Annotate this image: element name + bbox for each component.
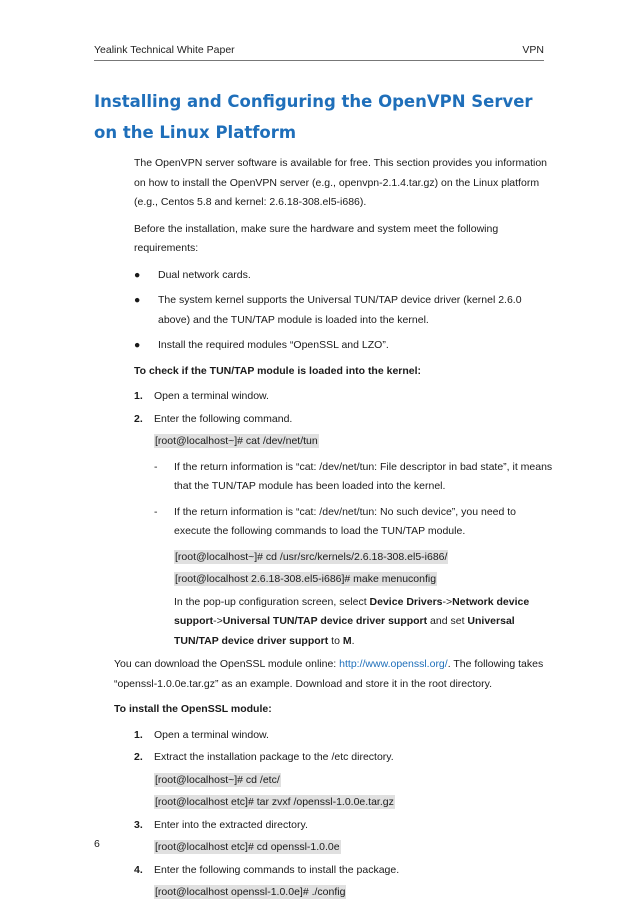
- requirement-item: [134, 266, 554, 286]
- instruction-text: to: [328, 634, 343, 647]
- bullet-icon: ●: [134, 339, 141, 351]
- download-paragraph: [114, 655, 554, 694]
- setting-tun-tap-support: Universal TUN/TAP device driver support: [174, 615, 515, 647]
- arrow-text: ->: [213, 615, 223, 627]
- arrow-text: ->: [442, 595, 453, 608]
- download-text: . The following takes “openssl-1.0.0e.tar.gz” as an example. Download and store it in the root directory.: [114, 658, 544, 690]
- command-line: [174, 570, 554, 590]
- command-text: [root@localhost~]# cd /etc/: [155, 773, 280, 786]
- intro-paragraph: The OpenVPN server software is available for free. This section provides you information on how to install the OpenVPN server (e.g., openvpn-2.1.4.tar.gz) on the Linux platform (e.g., Centos 5.8 and kernel: 2.6.18-308.el5-i686).: [134, 157, 547, 208]
- step-text: Extract the installation package to the /etc directory.: [154, 751, 394, 763]
- openssl-step-2: [134, 748, 554, 768]
- instruction-text: and set: [427, 615, 468, 627]
- command-line: [174, 548, 554, 568]
- step-text: Enter the following commands to install the package.: [154, 863, 400, 876]
- bullet-icon: ●: [134, 268, 141, 281]
- command-text: [root@localhost etc]# tar zvxf /openssl-1.0.0e.tar.gz: [155, 796, 394, 808]
- instruction-text: .: [351, 634, 355, 647]
- page-number: 6: [94, 838, 100, 850]
- step-text: Open a terminal window.: [154, 728, 269, 741]
- menuconfig-instructions: [174, 593, 554, 652]
- step-number: 1.: [134, 390, 143, 402]
- command-text: [root@localhost~]# cd /usr/src/kernels/2.6.18-308.el5-i686/: [175, 550, 448, 563]
- step-number: 3.: [134, 818, 143, 831]
- command-line: [154, 771, 554, 791]
- openssl-install-heading: To install the OpenSSL module:: [114, 703, 272, 715]
- step-number: 2.: [134, 412, 143, 425]
- setting-value: M: [342, 634, 352, 647]
- requirement-item: [134, 336, 554, 356]
- requirement-text: The system kernel supports the Universal TUN/TAP device driver (kernel 2.6.0 above) and the TUN/TAP module is loaded into the kernel.: [158, 294, 522, 326]
- tun-step-2: [134, 410, 554, 430]
- dash-marker: -: [154, 460, 158, 473]
- command-text: [root@localhost~]# cat /dev/net/tun: [155, 435, 318, 447]
- command-line: [154, 883, 554, 903]
- step-number: 1.: [134, 728, 143, 741]
- menu-path-network-device-support: Network device support: [174, 595, 530, 627]
- step-text: Enter the following command.: [154, 412, 293, 425]
- openssl-step-1: [134, 726, 554, 746]
- command-text: [root@localhost etc]# cd openssl-1.0.0e: [155, 841, 340, 853]
- step-text: Open a terminal window.: [154, 390, 269, 402]
- download-text: You can download the OpenSSL module online:: [114, 658, 340, 670]
- menu-path-device-drivers: Device Drivers: [369, 595, 443, 608]
- openssl-link[interactable]: http://www.openssl.org/: [339, 658, 448, 670]
- header-doc-title: Yealink Technical White Paper: [94, 44, 235, 56]
- openssl-step-4: [134, 861, 554, 881]
- page-title: Installing and Configuring the OpenVPN Server on the Linux Platform: [94, 92, 533, 142]
- requirements-intro: Before the installation, make sure the hardware and system meet the following requirements:: [134, 222, 499, 254]
- instruction-text: In the pop-up configuration screen, select: [174, 595, 370, 608]
- requirement-text: Install the required modules “OpenSSL and LZO”.: [158, 339, 389, 351]
- command-line: [154, 838, 554, 858]
- command-text: [root@localhost openssl-1.0.0e]# ./config: [155, 886, 346, 898]
- tun-check-heading: To check if the TUN/TAP module is loaded into the kernel:: [134, 364, 422, 377]
- openssl-step-3: [134, 816, 554, 836]
- page-header: [94, 42, 544, 61]
- step-number: 2.: [134, 751, 143, 763]
- command-line: [154, 432, 554, 452]
- bullet-icon: ●: [134, 294, 141, 306]
- step-number: 4.: [134, 863, 143, 876]
- document-body: [114, 154, 554, 906]
- tun-case-1: [134, 458, 554, 497]
- requirement-item: [134, 291, 554, 330]
- requirement-text: Dual network cards.: [158, 268, 251, 281]
- menu-path-tun-tap-support: Universal TUN/TAP device driver support: [222, 615, 428, 627]
- step-text: Enter into the extracted directory.: [154, 818, 308, 831]
- case-text: If the return information is “cat: /dev/net/tun: File descriptor in bad state”, it means that the TUN/TAP module has been loaded into the kernel.: [174, 460, 553, 492]
- dash-marker: -: [154, 505, 158, 518]
- tun-step-1: [134, 387, 554, 407]
- header-section: VPN: [522, 44, 544, 56]
- case-text: If the return information is “cat: /dev/net/tun: No such device”, you need to execute the following commands to load the TUN/TAP module.: [174, 505, 517, 537]
- command-text: [root@localhost 2.6.18-308.el5-i686]# make menuconfig: [175, 573, 437, 585]
- command-line: [154, 793, 554, 813]
- tun-case-2: [134, 503, 554, 542]
